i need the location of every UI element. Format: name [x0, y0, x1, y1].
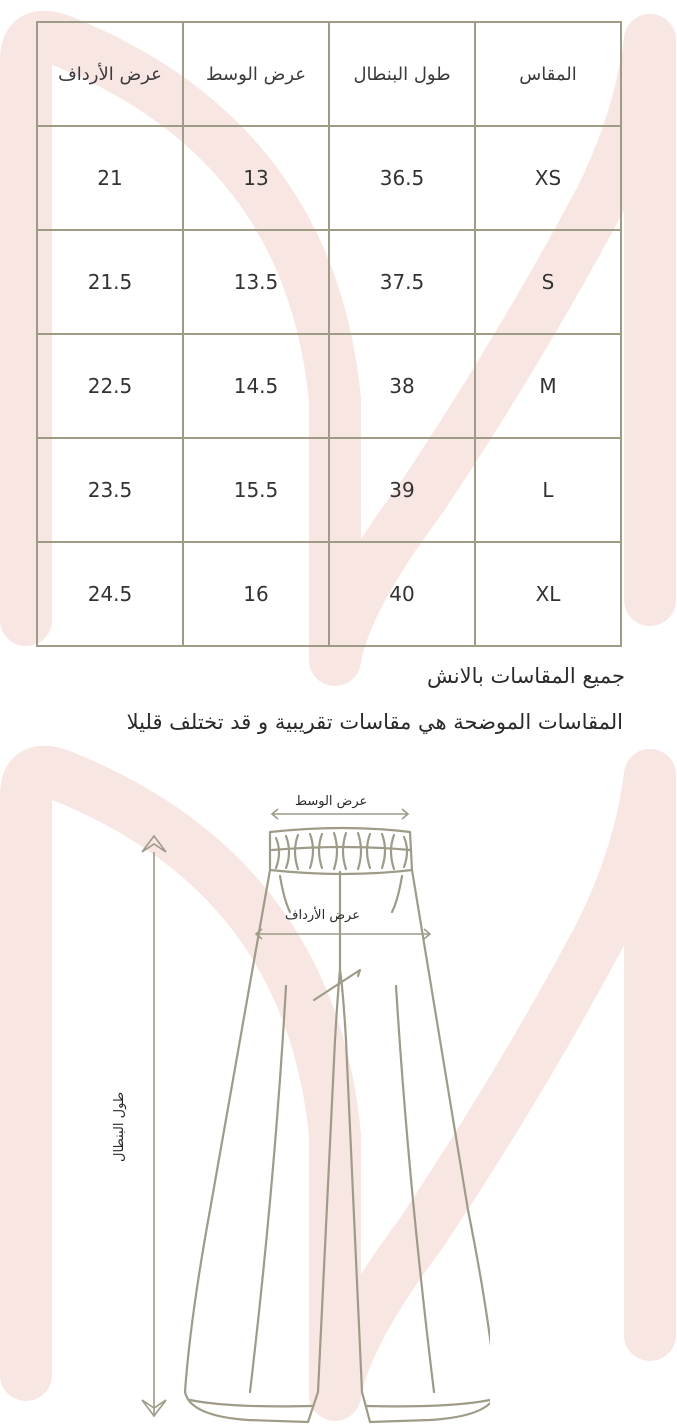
waistband-gathers [276, 833, 407, 869]
cell-hip: 22.5 [37, 334, 183, 438]
left-outer-seam [185, 870, 270, 1392]
cell-size: L [475, 438, 621, 542]
header-pants-length: طول البنطال [329, 22, 475, 126]
cell-hip: 21 [37, 126, 183, 230]
header-size: المقاس [475, 22, 621, 126]
table-row [37, 334, 621, 438]
header-hip-width: عرض الأرداف [37, 22, 183, 126]
cell-waist: 14.5 [183, 334, 329, 438]
header-waist-width: عرض الوسط [183, 22, 329, 126]
hip-arrow [256, 929, 430, 939]
table-row [37, 230, 621, 334]
waist-arrow [272, 809, 408, 819]
cell-size: XL [475, 542, 621, 646]
cell-length: 37.5 [329, 230, 475, 334]
units-note: جميع المقاسات بالانش [427, 664, 625, 688]
disclaimer-note: المقاسات الموضحة هي مقاسات تقريبية و قد تختلف قليلا [126, 710, 623, 734]
left-inner-seam [318, 970, 340, 1392]
waist-width-label: عرض الوسط [295, 794, 368, 809]
cell-size: XS [475, 126, 621, 230]
cell-hip: 21.5 [37, 230, 183, 334]
cell-hip: 23.5 [37, 438, 183, 542]
cell-hip: 24.5 [37, 542, 183, 646]
cell-waist: 13 [183, 126, 329, 230]
cell-waist: 16 [183, 542, 329, 646]
table-row [37, 542, 621, 646]
table-row [37, 126, 621, 230]
cell-length: 36.5 [329, 126, 475, 230]
cell-waist: 13.5 [183, 230, 329, 334]
pants-length-label: طول البنطال [112, 1091, 127, 1162]
disclaimer-wrapper [0, 700, 677, 750]
cell-size: S [475, 230, 621, 334]
table-header-row [37, 22, 621, 126]
cell-length: 39 [329, 438, 475, 542]
cell-length: 40 [329, 542, 475, 646]
table-row [37, 438, 621, 542]
right-inner-seam [340, 970, 362, 1392]
pants-diagram [90, 780, 490, 1427]
cell-size: M [475, 334, 621, 438]
cell-length: 38 [329, 334, 475, 438]
size-chart-table [36, 21, 622, 647]
hip-width-label: عرض الأرداف [285, 908, 360, 923]
cell-waist: 15.5 [183, 438, 329, 542]
